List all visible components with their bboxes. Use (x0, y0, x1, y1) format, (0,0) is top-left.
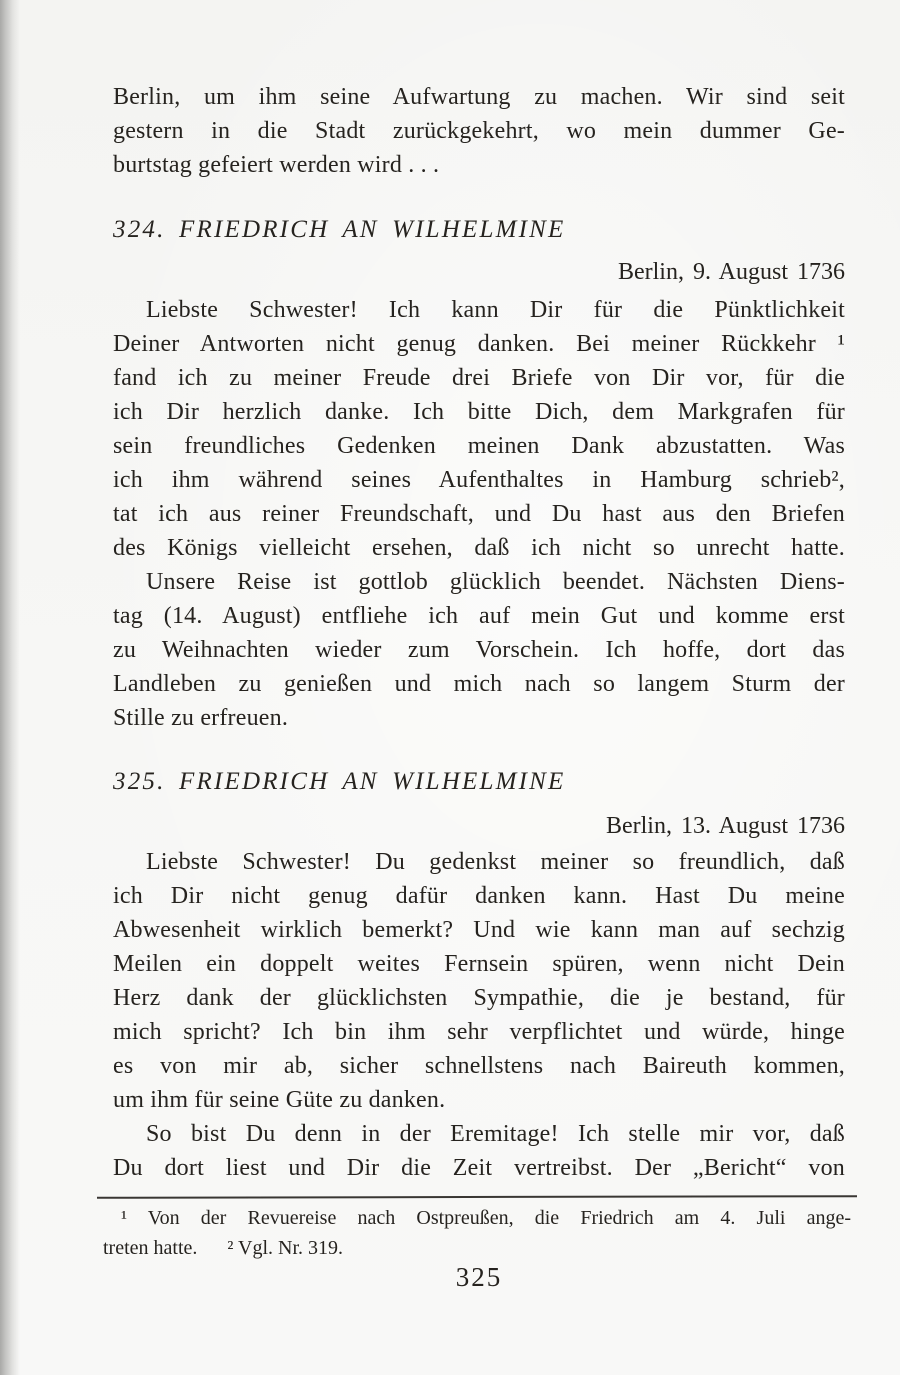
text-line: tat ich aus reiner Freundschaft, und Du hast aus den Briefen (113, 501, 845, 527)
letter-324-paragraph-1 (113, 293, 845, 565)
text-line: ich Dir nicht genug dafür danken kann. Hast Du meine (113, 883, 845, 909)
text-line: es von mir ab, sicher schnellstens nach Baireuth kommen, (113, 1053, 845, 1079)
text-line: Abwesenheit wirklich bemerkt? Und wie kann man auf sechzig (113, 917, 845, 943)
text-line: zu Weihnachten wieder zum Vorschein. Ich hoffe, dort das (113, 637, 845, 663)
page-spine-shadow (0, 0, 20, 1375)
text-line: gestern in die Stadt zurückgekehrt, wo mein dummer Ge- (113, 118, 845, 144)
text-line: Unsere Reise ist gottlob glücklich beendet. Nächsten Diens- (146, 569, 845, 595)
text-line: Stille zu erfreuen. (113, 705, 289, 731)
text-line: sein freundliches Gedenken meinen Dank abzustatten. Was (113, 433, 845, 459)
paragraph-continuation (113, 80, 845, 182)
text-line: Herz dank der glücklichsten Sympathie, die je bestand, für (113, 985, 845, 1011)
text-line: tag (14. August) entfliehe ich auf mein Gut und komme erst (113, 603, 845, 629)
text-line: So bist Du denn in der Eremitage! Ich stelle mir vor, daß (146, 1121, 845, 1147)
footnote-block (103, 1203, 851, 1263)
footnote-line: treten hatte. ² Vgl. Nr. 319. (103, 1237, 344, 1259)
footnote-divider (97, 1195, 857, 1199)
text-line: burtstag gefeiert werden wird . . . (113, 152, 440, 178)
letter-325-paragraph-2 (113, 1117, 845, 1185)
page-number: 325 (455, 1262, 503, 1292)
text-line: Liebste Schwester! Ich kann Dir für die Pünktlichkeit (146, 297, 845, 323)
letter-324-dateline: Berlin, 9. August 1736 (617, 259, 845, 285)
text-line: Berlin, um ihm seine Aufwartung zu machen. Wir sind seit (113, 84, 845, 110)
text-line: Deiner Antworten nicht genug danken. Bei meiner Rückkehr ¹ (113, 331, 845, 357)
letter-325-paragraph-1 (113, 845, 845, 1117)
text-line: Landleben zu genießen und mich nach so langem Sturm der (113, 671, 845, 697)
text-line: Meilen ein doppelt weites Fernsein spüren, wenn nicht Dein (113, 951, 845, 977)
text-line: Liebste Schwester! Du gedenkst meiner so freundlich, daß (146, 849, 845, 875)
text-line: mich spricht? Ich bin ihm sehr verpflichtet und würde, hinge (113, 1019, 845, 1045)
footnote-line: ¹ Von der Revuereise nach Ostpreußen, die Friedrich am 4. Juli ange- (121, 1207, 851, 1229)
letter-324-heading: 324. FRIEDRICH AN WILHELMINE (113, 216, 566, 243)
text-line: ich ihm während seines Aufenthaltes in Hamburg schrieb², (113, 467, 845, 493)
text-line: ich Dir herzlich danke. Ich bitte Dich, dem Markgrafen für (113, 399, 845, 425)
letter-325-heading: 325. FRIEDRICH AN WILHELMINE (113, 768, 566, 795)
text-line: fand ich zu meiner Freude drei Briefe von Dir vor, für die (113, 365, 845, 391)
letter-325-dateline: Berlin, 13. August 1736 (605, 813, 845, 839)
text-line: Du dort liest und Dir die Zeit vertreibst. Der „Bericht“ von (113, 1155, 845, 1181)
text-line: des Königs vielleicht ersehen, daß ich nicht so unrecht hatte. (113, 535, 845, 561)
text-line: um ihm für seine Güte zu danken. (113, 1087, 446, 1113)
letter-324-paragraph-2 (113, 565, 845, 735)
